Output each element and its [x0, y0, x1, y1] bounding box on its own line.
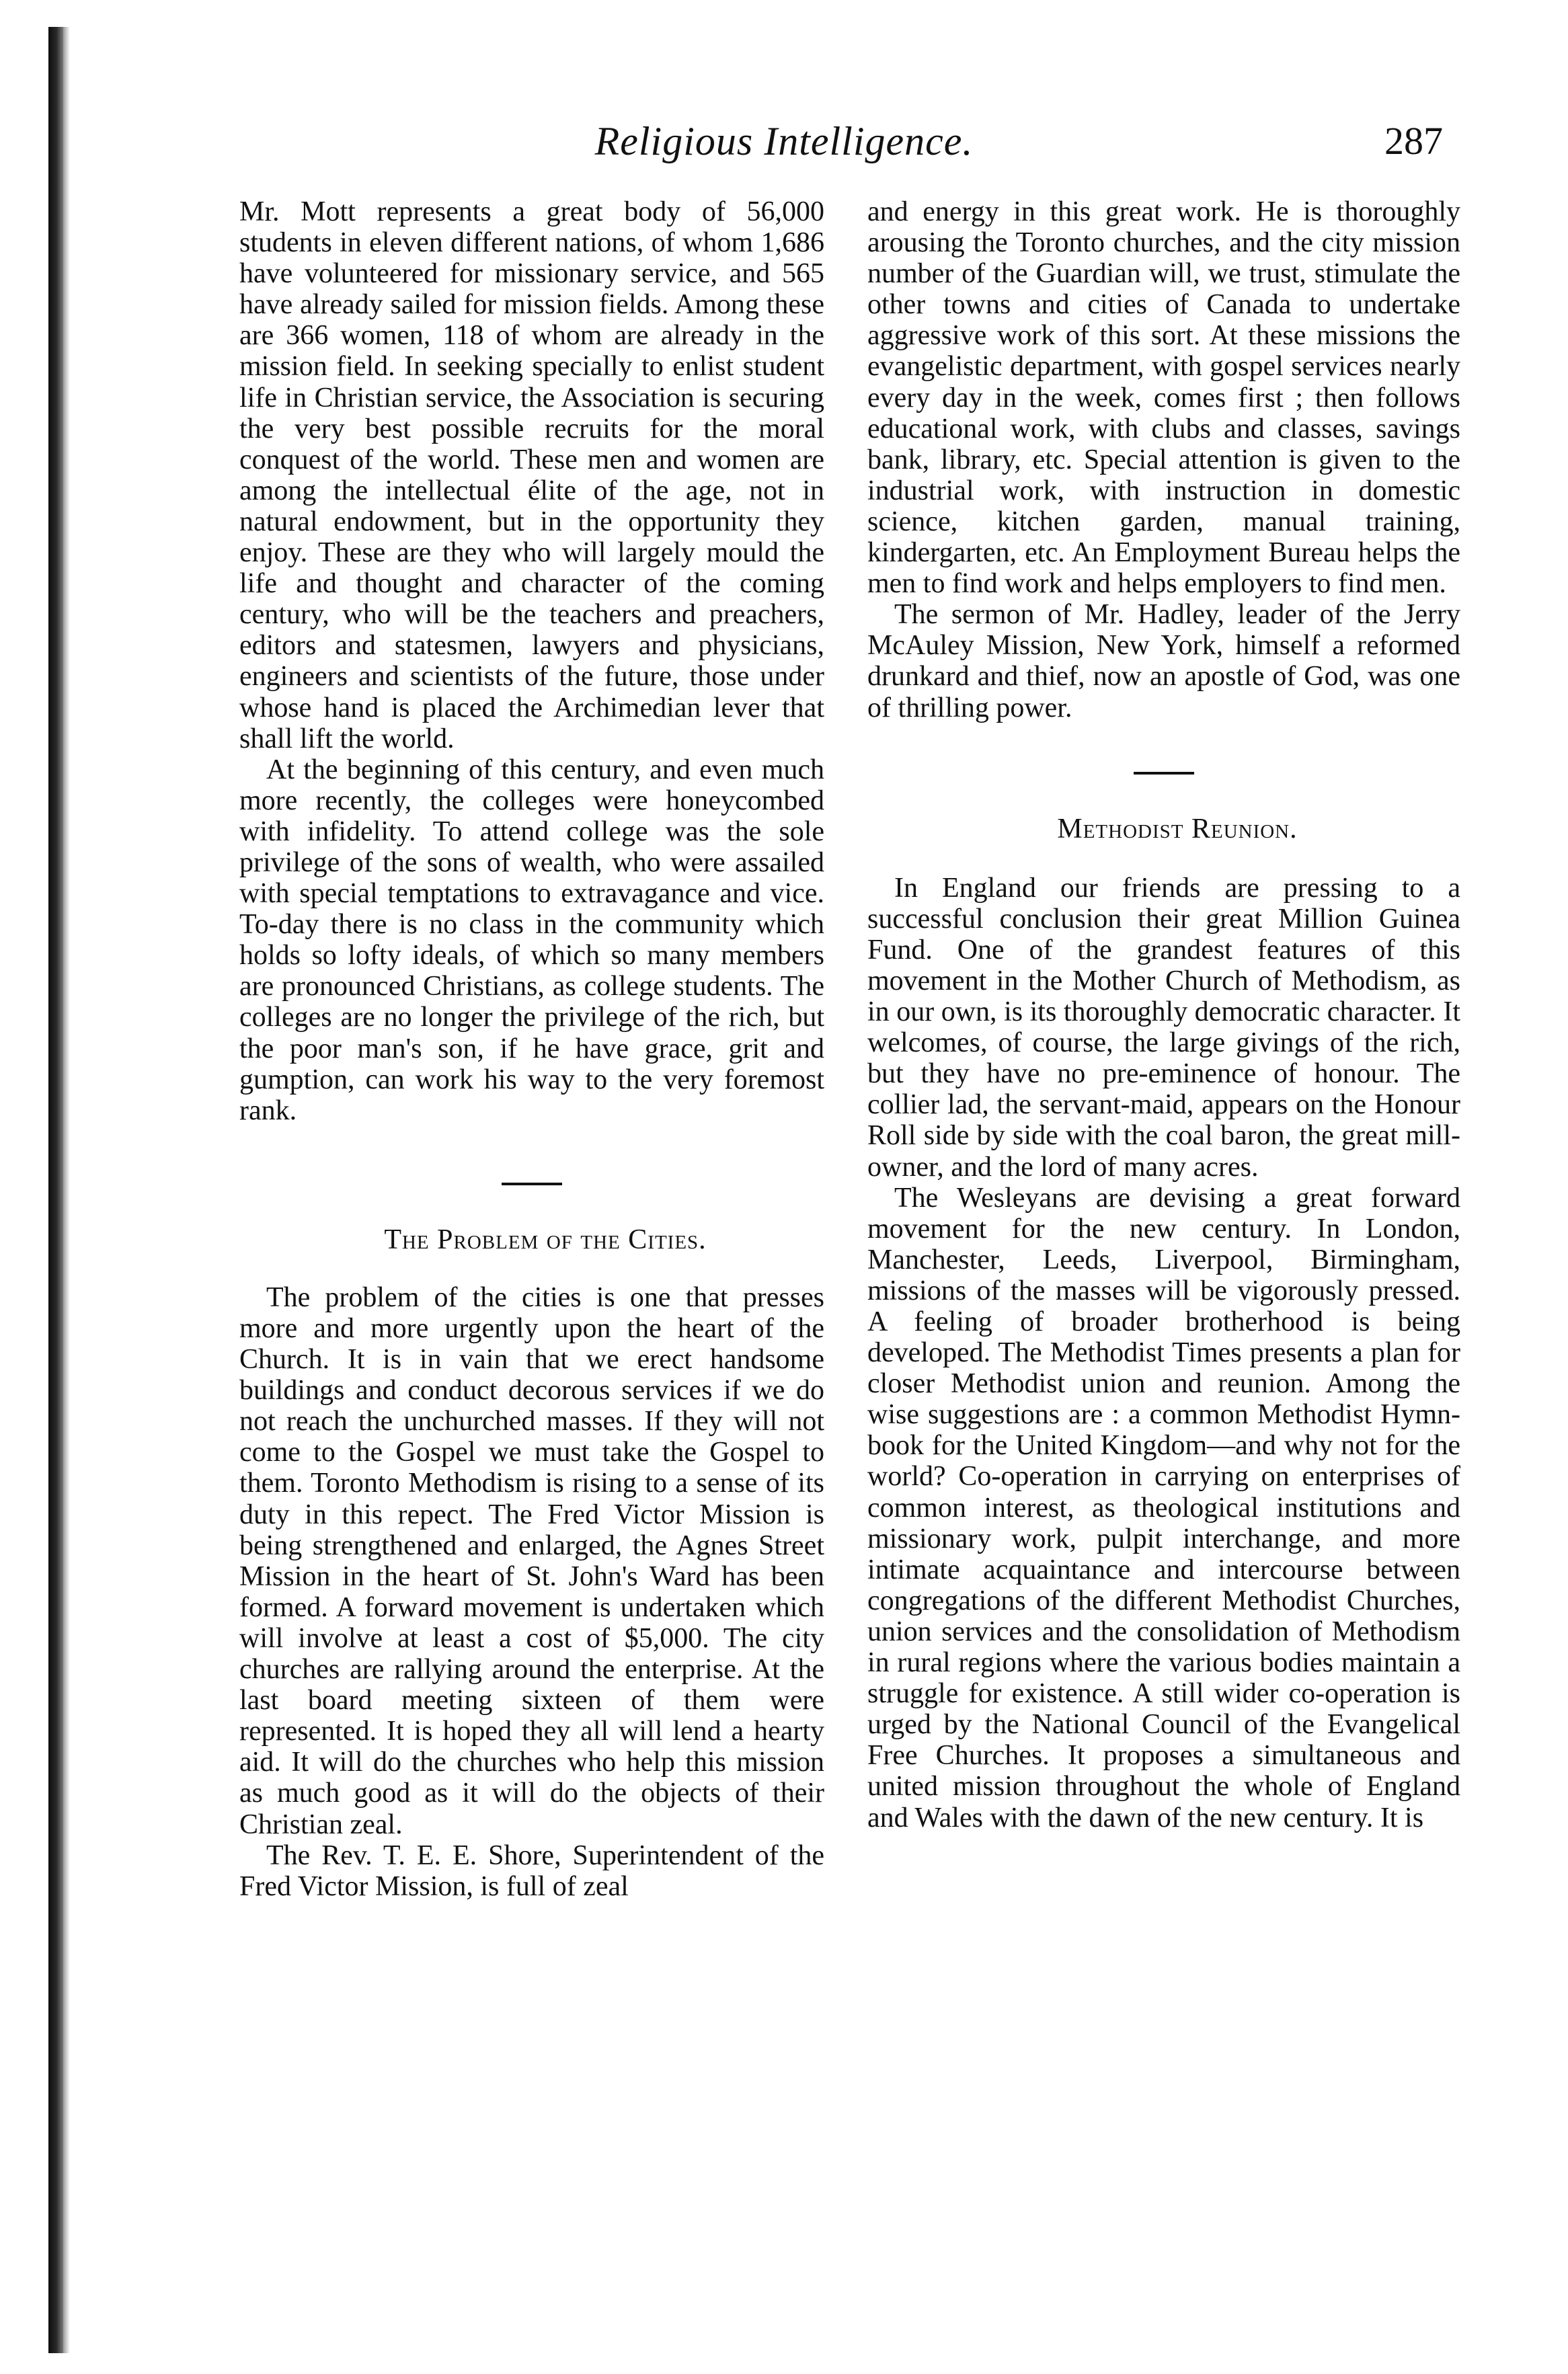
page-number: 287: [1384, 119, 1443, 163]
running-header: Religious Intelligence.: [594, 119, 974, 163]
section-heading-reunion: Methodist Reunion.: [1057, 813, 1298, 844]
book-binding-edge: [48, 27, 63, 2353]
right-column: [867, 196, 1460, 1833]
binding-shadow: [63, 27, 70, 2353]
left-column: [239, 196, 824, 1902]
paragraph-wesleyans: The Wesleyans are devising a great forward movement for the new century. In London, Manchester, Leeds, Liverpool, Birmingham, missions of the masses will be vigorously pressed. A feeling of broader brotherhood is being developed. The Methodist Times presents a plan for closer Methodist union and reunion. Among the wise suggestions are : a common Methodist Hymn-book for the United Kingdom—and why not for the world? Co-operation in carrying on enterprises of common interest, as theological institutions and missionary work, pulpit interchange, and more intimate acquaintance and intercourse between congregations of the different Methodist Churches, union services and the consolidation of Methodism in rural regions where the various bodies maintain a struggle for existence. A still wider co-operation is urged by the National Council of the Evangelical Free Churches. It proposes a simultaneous and united mission throughout the whole of England and Wales with the dawn of the new century. It is: [867, 1182, 1460, 1833]
section-heading-cities: The Problem of the Cities.: [384, 1224, 707, 1255]
paragraph-million-guinea-fund: In England our friends are pressing to a successful conclusion their great Million Guinea Fund. One of the grandest features of this movement in the Mother Church of Methodism, as in our own, is its thoroughly democratic character. It welcomes, of course, the large givings of the rich, but they have no pre-eminence of honour. The collier lad, the servant-maid, appears on the Honour Roll side by side with the coal baron, the great mill-owner, and the lord of many acres.: [867, 872, 1460, 1183]
paragraph-hadley-sermon: The sermon of Mr. Hadley, leader of the Jerry McAuley Mission, New York, himself a reformed drunkard and thief, now an apostle of God, was one of thrilling power.: [867, 599, 1460, 723]
paragraph-energy-toronto: and energy in this great work. He is thoroughly arousing the Toronto churches, and the city mission number of the Guardian will, we trust, stimulate the other towns and cities of Canada to undertake aggressive work of this sort. At these missions the evangelistic department, with gospel services nearly every day in the week, comes first ; then follows educational work, with clubs and classes, savings bank, library, etc. Special attention is given to the industrial work, with instruction in domestic science, kitchen garden, manual training, kindergarten, etc. An Employment Bureau helps the men to find work and helps employers to find men.: [867, 196, 1460, 600]
paragraph-colleges: At the beginning of this century, and even much more recently, the colleges were honeycombed with infidelity. To attend college was the sole privilege of the sons of wealth, who were assailed with special temptations to extravagance and vice. To-day there is no class in the community which holds so lofty ideals, of which so many members are pronounced Christians, as college students. The colleges are no longer the privilege of the rich, but the poor man's son, if he have grace, grit and gumption, can work his way to the very foremost rank.: [239, 754, 824, 1126]
paragraph-problem-of-cities: The problem of the cities is one that presses more and more urgently upon the heart of the Church. It is in vain that we erect handsome buildings and conduct decorous services if we do not reach the unchurched masses. If they will not come to the Gospel we must take the Gospel to them. Toronto Methodism is rising to a sense of its duty in this repect. The Fred Victor Mission is being strengthened and enlarged, the Agnes Street Mission in the heart of St. John's Ward has been formed. A forward movement is undertaken which will involve at least a cost of $5,000. The city churches are rallying around the enterprise. At the last board meeting sixteen of them were represented. It is hoped they all will lend a hearty aid. It will do the churches who help this mission as much good as it will do the objects of their Christian zeal.: [239, 1281, 824, 1840]
paragraph-rev-shore: The Rev. T. E. E. Shore, Superintendent of the Fred Victor Mission, is full of zeal: [239, 1839, 824, 1902]
paragraph-student-volunteers: Mr. Mott represents a great body of 56,000 students in eleven different nations, of whom 1,686 have volunteered for missionary service, and 565 have already sailed for mission fields. Among these are 366 women, 118 of whom are already in the mission field. In seeking specially to enlist student life in Christian service, the Association is securing the very best possible recruits for the moral conquest of the world. These men and women are among the intellectual élite of the age, not in natural endowment, but in the opportunity they enjoy. These are they who will largely mould the life and thought and character of the coming century, who will be the teachers and preachers, editors and statesmen, lawyers and physicians, engineers and scientists of the future, those under whose hand is placed the Archimedian lever that shall lift the world.: [239, 196, 824, 754]
